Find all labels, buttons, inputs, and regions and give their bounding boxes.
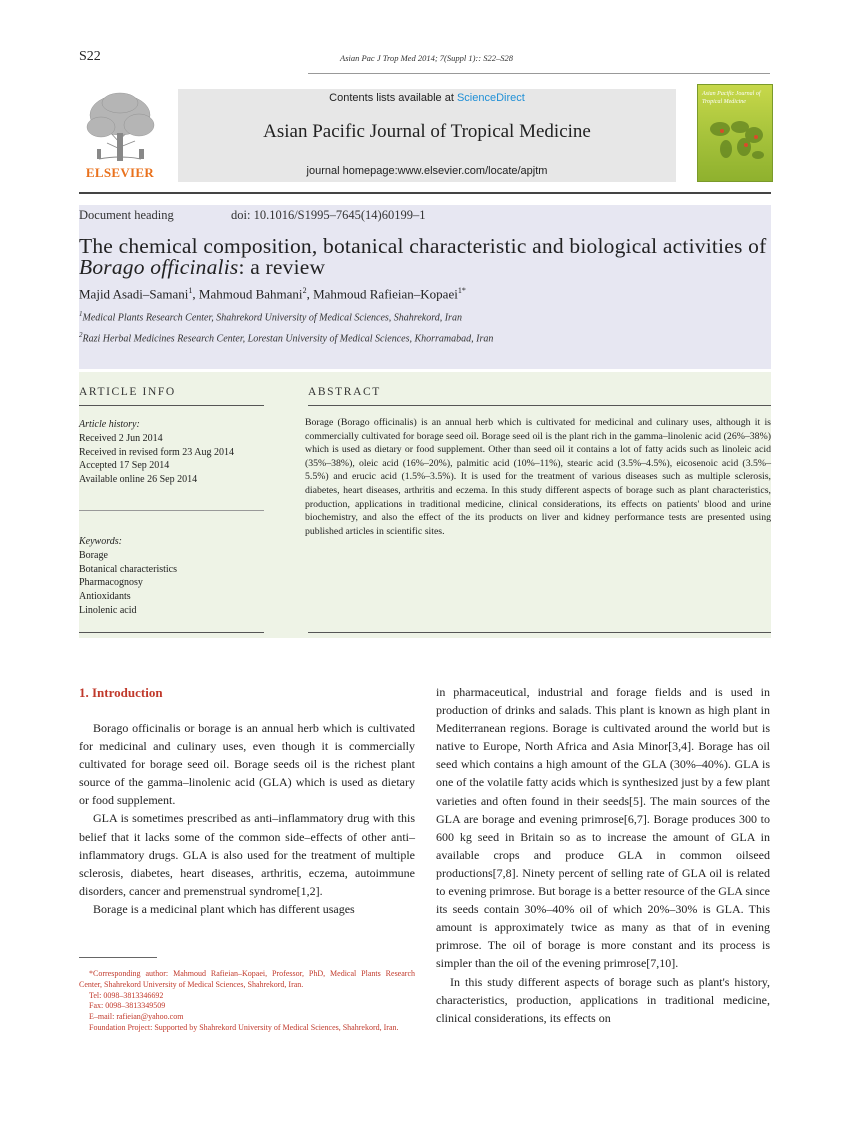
- affiliation-text: Medical Plants Research Center, Shahrekord University of Medical Sciences, Shahrekord, Iran: [82, 312, 462, 324]
- body-paragraph: Borago officinalis or borage is an annual herb which is cultivated for medicinal and culinary uses, even though it is commercially cultivated for borage seed oil. Borage seeds oil is the richest plant source of the gamma–linolenic acid (GLA) which is used as dietary or food supplement.: [79, 721, 415, 808]
- body-paragraph: In this study different aspects of borage such as plant's history, characteristics, production, applications in traditional medicine, clinical considerations, its effects on: [436, 974, 770, 1025]
- author-affiliation-mark: 1: [188, 286, 193, 295]
- history-item: Available online 26 Sep 2014: [79, 474, 198, 486]
- journal-cover-image: [697, 84, 773, 182]
- page-number: S22: [79, 49, 101, 64]
- section-heading-introduction: 1. Introduction: [79, 685, 163, 700]
- history-item: Received in revised form 23 Aug 2014: [79, 446, 234, 458]
- keyword: Antioxidants: [79, 591, 131, 603]
- footnote-funding: Foundation Project: Supported by Shahrekord University of Medical Sciences, Shahrekord, Iran.: [89, 1022, 399, 1032]
- affiliation-mark: 2: [79, 331, 83, 339]
- body-paragraph: GLA is sometimes prescribed as anti–inflammatory drug with this belief that it lacks some of the common side–effects of other anti–inflammatory drugs. GLA is also used for the treatment of multiple sclerosis, diabetes, heart diseases, arthritis, eczema, autoimmune disorders, cancer and premenstrual syndrome[1,2].: [79, 811, 415, 898]
- paper-title: [79, 236, 773, 278]
- title-part-1: The chemical composition, botanical characteristic and biological activities of: [79, 234, 767, 258]
- footnote-tel: Tel: 0098–3813346692: [89, 990, 164, 1000]
- keyword: Borage: [79, 549, 108, 561]
- author-list: [79, 286, 466, 302]
- section-rule: [79, 510, 264, 511]
- elsevier-wordmark: ELSEVIER: [85, 165, 155, 180]
- header-rule: [308, 73, 770, 74]
- body-paragraph: Borage is a medicinal plant which has different usages: [93, 901, 355, 916]
- keyword: Pharmacognosy: [79, 577, 143, 589]
- sciencedirect-link[interactable]: ScienceDirect: [456, 92, 525, 104]
- footnote-fax: Fax: 0098–3813349509: [89, 1001, 166, 1011]
- masthead-rule: [79, 192, 771, 194]
- footnotes: [79, 969, 415, 1034]
- keyword: Botanical characteristics: [79, 563, 178, 575]
- article-info-heading: ARTICLE INFO: [79, 386, 176, 398]
- document-heading: Document heading: [79, 208, 174, 222]
- doi[interactable]: doi: 10.1016/S1995–7645(14)60199–1: [231, 208, 426, 222]
- keywords: [79, 535, 269, 618]
- body-column-left: [79, 719, 415, 918]
- world-map-icon: [706, 115, 766, 165]
- section-rule: [79, 632, 264, 633]
- author-affiliation-mark: 2: [302, 286, 307, 295]
- author-name: Majid Asadi–Samani: [79, 286, 189, 302]
- contents-prefix: Contents lists available at: [329, 92, 457, 104]
- body-paragraph: in pharmaceutical, industrial and forage fields and is used in production of drinks and salads. This plant is known as high plant in Mediterranean regions. Borage is cultivated around the world but is native to Europe, North Africa and Asia Minor[3,4]. Borage has oil seed which contains a high amount of the GLA (30%–40%). GLA is one of the volatile fatty acids which is synthesized just by a few plant varieties and often found in their seeds[5]. The main sources of the GLA are borage and evening primrose[6,7]. Borage produces 300 to 600 kg seed in Britain so as to increase the amount of GLA in available crops and produce GLA in common oilseed productions[7,8]. Ninety percent of selling rate of GLA oil is related to evening primrose. But borage is a better resource of the GLA since its seeds contain 30%–40% oil of which 20%–30% is GLA. This amount is approximately twice as many as that of in evening primrose. The oil of borage is more constant and its process is simpler than the oil of the evening primrose[7,10].: [436, 685, 770, 971]
- affiliation-mark: 1: [79, 310, 83, 318]
- author-separator: ,: [306, 286, 314, 302]
- affiliation-text: Razi Herbal Medicines Research Center, Lorestan University of Medical Sciences, Khorramabad, Iran: [82, 333, 494, 345]
- keyword: Linolenic acid: [79, 604, 137, 616]
- journal-title: Asian Pacific Journal of Tropical Medicine: [263, 121, 591, 142]
- section-rule: [308, 632, 771, 633]
- affiliation: [79, 331, 493, 344]
- section-rule: [79, 405, 264, 406]
- section-rule: [308, 405, 771, 406]
- journal-homepage-link[interactable]: journal homepage:www.elsevier.com/locate/apjtm: [306, 165, 548, 177]
- keywords-label: Keywords:: [79, 536, 122, 547]
- cover-title: Asian Pacific Journal of Tropical Medicine: [702, 91, 761, 105]
- contents-availability: [178, 92, 676, 104]
- footnote-rule: [79, 957, 157, 958]
- abstract-text: Borage (Borago officinalis) is an annual herb which is cultivated for medicinal and culinary uses, although it is commercially cultivated for borage seed oil. Borage seed oil is the plant rich in the gamma–linolenic acid (26%–38%) which is used as dietary or food supplement. Other than seed oil it contains a lot of fatty acids such as linoleic acid (35%–38%), oleic acid (16%–20%), palmitic acid (10%–11%), stearic acid (3.5%–4.5%), eicosenoic acid (3.5%–5.5%) and erucic acid (1.5%–3.5%). It is used for the treatment of various diseases such as multiple sclerosis, diabetes, heart diseases, arthritis and eczema. In this study different aspects of borage such as plant characteristics, production, applications in traditional medicine, clinical considerations, its effects on patients' blood and urine biochemistry, and also the effect of the its products on liver and kidney performance tests are presented using published articles in scientific sites.: [305, 417, 771, 537]
- history-item: Accepted 17 Sep 2014: [79, 460, 170, 472]
- article-history: [79, 418, 269, 487]
- author-separator: ,: [192, 286, 199, 302]
- body-column-right: [436, 683, 770, 1027]
- author-name: Mahmoud Bahmani: [198, 286, 303, 302]
- history-label: Article history:: [79, 419, 140, 430]
- author-name: Mahmoud Rafieian–Kopaei: [313, 286, 458, 302]
- title-part-2: : a review: [238, 255, 326, 279]
- history-item: Received 2 Jun 2014: [79, 432, 163, 444]
- affiliation: [79, 310, 462, 323]
- abstract-heading: ABSTRACT: [308, 386, 381, 398]
- author-affiliation-mark: 1*: [457, 286, 466, 295]
- title-species: Borago officinalis: [79, 255, 239, 279]
- running-head: Asian Pac J Trop Med 2014; 7(Suppl 1):: S22–S28: [340, 53, 513, 63]
- footnote-email[interactable]: E–mail: rafieian@yahoo.com: [89, 1012, 184, 1022]
- footnote-corresponding-author: *Corresponding author: Mahmoud Rafieian–Kopaei, Professor, PhD, Medical Plants Research Center, Shahrekord University of Medical Sciences, Shahrekord, Iran.: [79, 969, 415, 989]
